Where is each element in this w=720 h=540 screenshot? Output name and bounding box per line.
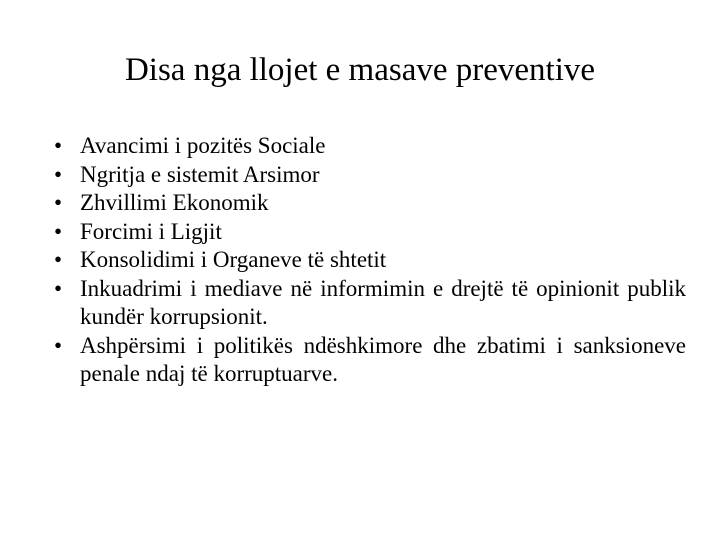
bullet-list xyxy=(50,132,686,389)
bullet-text: Konsolidimi i Organeve të shtetit xyxy=(80,247,387,272)
bullet-marker xyxy=(54,275,72,304)
bullet-text: Inkuadrimi i mediave në informimin e drejtë të opinionit publik kundër korrupsionit. xyxy=(80,275,686,329)
bullet-text: Ashpërsimi i politikës ndëshkimore dhe zbatimi i sanksioneve penale ndaj të korruptuarve. xyxy=(80,332,686,386)
bullet-marker xyxy=(54,246,72,275)
bullet-item xyxy=(50,246,686,275)
bullet-item xyxy=(50,189,686,218)
bullet-item xyxy=(50,275,686,332)
slide-title: Disa nga llojet e masave preventive xyxy=(124,52,596,88)
bullet-marker xyxy=(54,161,72,190)
bullet-item xyxy=(50,218,686,247)
bullet-marker xyxy=(54,332,72,361)
bullet-marker xyxy=(54,189,72,218)
bullet-text: Forcimi i Ligjit xyxy=(80,218,222,244)
bullet-marker xyxy=(54,218,72,247)
bullet-item xyxy=(50,132,686,161)
bullet-text: Avancimi i pozitës Sociale xyxy=(80,133,326,158)
bullet-text: Zhvillimi Ekonomik xyxy=(80,190,269,215)
bullet-item xyxy=(50,161,686,190)
bullet-item xyxy=(50,332,686,389)
bullet-marker xyxy=(54,132,72,161)
bullet-text: Ngritja e sistemit Arsimor xyxy=(80,161,320,187)
